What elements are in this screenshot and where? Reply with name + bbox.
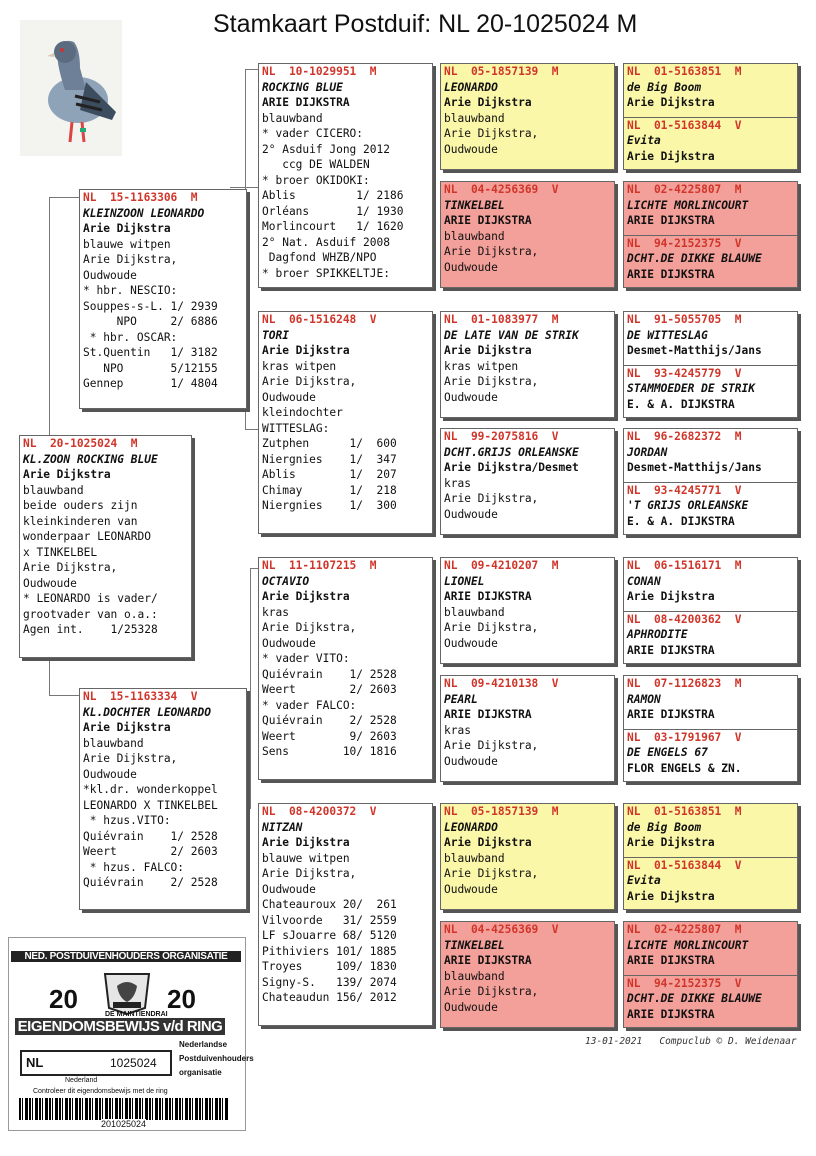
card-line: TINKELBEL: [444, 938, 505, 952]
card-line: kleinkinderen van: [23, 514, 138, 528]
card-line: Oudwoude: [444, 882, 498, 896]
card-line: Arie Dijkstra: [444, 96, 532, 109]
owner-name: FLOR ENGELS & ZN.: [627, 761, 742, 775]
ring-number: NL 01-1083977 M: [444, 313, 559, 326]
pigeon-name: DE WITTESLAG: [627, 328, 708, 342]
ring-number: 1025024: [110, 1056, 157, 1070]
pigeon-name: LICHTE MORLINCOURT: [627, 938, 749, 952]
card-line: * hzus. FALCO:: [83, 860, 185, 874]
ring-number: NL 09-4210207 M: [444, 559, 559, 572]
card-line: * vader CICERO:: [262, 127, 364, 140]
card-line: * vader VITO:: [262, 652, 350, 665]
pigeon-name: JORDAN: [627, 445, 668, 459]
card-line: Zutphen 1/ 600: [262, 437, 397, 450]
gg-grandparent-pair[interactable]: [623, 921, 798, 1028]
card-line: KL.ZOON ROCKING BLUE: [23, 452, 158, 466]
great-grandparent-card[interactable]: [440, 557, 615, 664]
ring-number: NL 01-5163844 V: [627, 858, 742, 872]
card-line: Quiévrain 2/ 2528: [262, 714, 397, 727]
card-line: LF sJouarre 68/ 5120: [262, 929, 397, 942]
card-line: * hbr. NESCIO:: [83, 284, 178, 297]
card-line: Gennep 1/ 4804: [83, 377, 218, 390]
card-line: Arie Dijkstra,: [444, 739, 539, 752]
card-line: Arie Dijkstra: [23, 468, 111, 481]
card-line: blauwe witpen: [83, 237, 171, 251]
card-line: wonderpaar LEONARDO: [23, 530, 151, 543]
dam-entry: [624, 857, 797, 910]
ring-number: NL 93-4245771 V: [627, 483, 742, 497]
ring-number: NL 91-5055705 M: [627, 313, 742, 326]
card-line: Arie Dijkstra,: [444, 867, 539, 880]
card-line: blauwband: [444, 605, 505, 619]
card-line: beide ouders zijn: [23, 499, 138, 512]
card-line: Arie Dijkstra: [444, 344, 532, 357]
card-lines: [80, 705, 246, 891]
card-lines: [259, 820, 432, 1006]
card-line: TINKELBEL: [444, 198, 505, 212]
certificate-title: EIGENDOMSBEWIJS v/d RING: [15, 1018, 225, 1035]
connector: [245, 69, 259, 430]
card-line: Orléans 1/ 1930: [262, 204, 404, 218]
card-line: Arie Dijkstra: [262, 590, 350, 603]
dam-entry: [624, 482, 797, 535]
great-grandparent-card[interactable]: [440, 63, 615, 170]
card-line: Arie Dijkstra: [262, 836, 350, 849]
great-grandparent-card[interactable]: [440, 181, 615, 288]
gg-grandparent-pair[interactable]: [623, 428, 798, 535]
great-grandparent-card[interactable]: [440, 803, 615, 910]
owner-name: Desmet-Matthijs/Jans: [627, 344, 762, 357]
card-line: Oudwoude: [444, 754, 498, 768]
pigeon-name: CONAN: [627, 574, 661, 588]
ring-number: NL 11-1107215 M: [262, 559, 377, 572]
card-line: Arie Dijkstra: [83, 222, 171, 235]
card-line: Oudwoude: [444, 507, 498, 521]
card-line: Arie Dijkstra,: [444, 985, 539, 998]
card-line: LIONEL: [444, 574, 485, 588]
card-line: kras witpen: [444, 359, 519, 373]
great-grandparent-card[interactable]: [440, 311, 615, 418]
certificate-ribbon: DE MAINTIENDRAI: [105, 1011, 168, 1018]
card-line: blauwe witpen: [262, 851, 350, 865]
sire-entry: [624, 676, 797, 729]
card-lines: [441, 80, 614, 158]
ring-number: NL 15-1163334 V: [83, 690, 198, 703]
card-line: Quiévrain 1/ 2528: [262, 667, 397, 681]
card-line: 2° Nat. Asduif 2008: [262, 235, 390, 249]
card-line: Pithiviers 101/ 1885: [262, 944, 397, 958]
card-line: * broer OKIDOKI:: [262, 173, 370, 187]
sire-entry: [624, 804, 797, 857]
card-line: kras: [444, 476, 471, 490]
card-line: Arie Dijkstra,: [23, 561, 118, 574]
card-line: Arie Dijkstra,: [444, 245, 539, 258]
card-line: Weert 2/ 2603: [262, 683, 397, 696]
check-instruction: Controleer dit eigendomsbewijs met de ring: [33, 1088, 168, 1095]
card-line: * broer SPIKKELTJE:: [262, 266, 390, 280]
ring-number: NL 96-2682372 M: [627, 430, 742, 443]
pigeon-name: DCHT.DE DIKKE BLAUWE: [627, 252, 762, 265]
card-line: kras: [444, 723, 471, 737]
card-line: Arie Dijkstra,: [262, 867, 357, 880]
mother-card[interactable]: [79, 688, 247, 910]
card-line: * vader FALCO:: [262, 698, 357, 712]
pigeon-name: Evita: [627, 134, 661, 147]
card-lines: [259, 328, 432, 514]
card-line: Oudwoude: [444, 260, 498, 274]
org-letter-n: Nederlandse: [179, 1040, 228, 1049]
ring-number: NL 08-4200372 V: [262, 805, 377, 818]
country-label: Nederland: [65, 1077, 98, 1084]
ring-number: NL 02-4225807 M: [627, 923, 742, 936]
card-lines: [441, 198, 614, 276]
ring-number: NL 08-4200362 V: [627, 612, 742, 626]
year-left: 20: [49, 984, 78, 1014]
card-line: Weert 9/ 2603: [262, 729, 397, 743]
grandparent-card[interactable]: [258, 803, 433, 1026]
card-line: x TINKELBEL: [23, 545, 98, 559]
owner-name: E. & A. DIJKSTRA: [627, 397, 735, 411]
ring-number: NL 06-1516171 M: [627, 559, 742, 572]
card-line: Weert 2/ 2603: [83, 845, 218, 858]
card-line: ARIE DIJKSTRA: [444, 708, 532, 721]
card-lines: [259, 80, 432, 282]
pigeon-name: DCHT.DE DIKKE BLAUWE: [627, 992, 762, 1005]
grandparent-card[interactable]: [258, 63, 433, 288]
owner-name: Arie Dijkstra: [627, 836, 715, 849]
card-line: DE LATE VAN DE STRIK: [444, 328, 579, 342]
card-line: Morlincourt 1/ 1620: [262, 220, 404, 233]
card-line: blauwband: [262, 111, 323, 125]
card-line: Oudwoude: [83, 767, 137, 781]
card-line: Oudwoude: [444, 142, 498, 156]
certificate-org: NED. POSTDUIVENHOUDERS ORGANISATIE: [11, 951, 241, 962]
sire-entry: [624, 182, 797, 235]
card-lines: [80, 206, 246, 392]
pigeon-name: de Big Boom: [627, 80, 702, 94]
ring-number: NL 10-1029951 M: [262, 65, 377, 78]
barcode-number: 201025024: [101, 1119, 147, 1129]
card-line: Oudwoude: [262, 390, 316, 404]
card-line: Arie Dijkstra,: [83, 752, 178, 765]
sire-entry: [624, 922, 797, 975]
owner-name: E. & A. DIJKSTRA: [627, 514, 735, 528]
card-line: Arie Dijkstra,: [83, 253, 178, 266]
card-line: Oudwoude: [444, 636, 498, 650]
footer-credit: 13-01-2021 Compuclub © D. Weidenaar: [585, 1036, 797, 1047]
card-line: ARIE DIJKSTRA: [444, 954, 532, 967]
card-lines: [441, 820, 614, 898]
card-line: LEONARDO: [444, 80, 498, 94]
father-card[interactable]: [79, 189, 247, 409]
gg-grandparent-pair[interactable]: [623, 803, 798, 910]
dam-entry: [624, 117, 797, 170]
ring-number: NL 05-1857139 M: [444, 805, 559, 818]
ring-number-box: [20, 1050, 172, 1076]
card-line: Troyes 109/ 1830: [262, 960, 397, 973]
card-line: KLEINZOON LEONARDO: [83, 206, 205, 220]
card-line: Niergnies 1/ 300: [262, 499, 397, 512]
gg-grandparent-pair[interactable]: [623, 311, 798, 418]
pigeon-name: STAMMOEDER DE STRIK: [627, 382, 755, 395]
org-letter-o: organisatie: [179, 1068, 222, 1077]
connector: [49, 197, 80, 436]
card-line: OCTAVIO: [262, 574, 310, 588]
card-line: 2° Asduif Jong 2012: [262, 142, 390, 156]
card-line: Quiévrain 2/ 2528: [83, 876, 218, 889]
card-line: blauwband: [444, 229, 505, 243]
pigeon-name: de Big Boom: [627, 820, 702, 834]
ring-number: NL 99-2075816 V: [444, 430, 559, 443]
card-line: *kl.dr. wonderkoppel: [83, 783, 218, 796]
card-line: blauwband: [83, 736, 144, 750]
connector: [245, 429, 258, 431]
card-line: KL.DOCHTER LEONARDO: [83, 705, 211, 719]
card-line: kras witpen: [262, 359, 337, 373]
card-line: Arie Dijkstra: [444, 836, 532, 849]
owner-name: Arie Dijkstra: [627, 889, 715, 903]
owner-name: ARIE DIJKSTRA: [627, 954, 715, 967]
great-grandparent-card[interactable]: [440, 675, 615, 782]
card-line: Oudwoude: [23, 576, 77, 590]
dam-entry: [624, 365, 797, 418]
sire-entry: [624, 312, 797, 365]
card-line: Arie Dijkstra/Desmet: [444, 461, 579, 474]
pigeon-name: LICHTE MORLINCOURT: [627, 198, 749, 212]
gg-grandparent-pair[interactable]: [623, 675, 798, 782]
gg-grandparent-pair[interactable]: [623, 181, 798, 288]
country-code: NL: [26, 1055, 44, 1070]
sire-entry: [624, 429, 797, 482]
grandparent-card[interactable]: [258, 557, 433, 780]
card-line: St.Quentin 1/ 3182: [83, 346, 218, 359]
owner-name: ARIE DIJKSTRA: [627, 267, 715, 281]
ring-number: NL 02-4225807 M: [627, 183, 742, 196]
pigeon-name: 'T GRIJS ORLEANSKE: [627, 499, 749, 512]
owner-name: Arie Dijkstra: [627, 590, 715, 603]
card-line: Arie Dijkstra: [83, 721, 171, 734]
card-line: Arie Dijkstra,: [262, 621, 357, 634]
dam-entry: [624, 729, 797, 782]
ring-number: NL 15-1163306 M: [83, 191, 198, 204]
pigeon-name: Evita: [627, 874, 661, 887]
card-line: blauwband: [444, 111, 505, 125]
dam-entry: [624, 611, 797, 664]
card-lines: [20, 452, 191, 638]
owner-name: ARIE DIJKSTRA: [627, 643, 715, 657]
card-line: Arie Dijkstra,: [262, 375, 357, 388]
org-letter-p: Postduivenhouders: [179, 1054, 254, 1063]
ring-number: NL 06-1516248 V: [262, 313, 377, 326]
dam-entry: [624, 975, 797, 1028]
card-line: Oudwoude: [262, 882, 316, 896]
card-line: Chateauroux 20/ 261: [262, 898, 397, 911]
card-line: * hbr. OSCAR:: [83, 330, 178, 344]
gg-grandparent-pair[interactable]: [623, 557, 798, 664]
card-line: Chimay 1/ 218: [262, 483, 397, 497]
card-line: Ablis 1/ 2186: [262, 189, 404, 202]
card-line: TORI: [262, 328, 289, 342]
ring-number: NL 05-1857139 M: [444, 65, 559, 78]
ring-number: NL 07-1126823 M: [627, 677, 742, 690]
ring-number: NL 93-4245779 V: [627, 366, 742, 380]
card-line: Ablis 1/ 207: [262, 468, 397, 481]
ring-number: NL 04-4256369 V: [444, 923, 559, 936]
card-line: blauwband: [444, 851, 505, 865]
card-lines: [441, 692, 614, 770]
grandparent-card[interactable]: [258, 311, 433, 534]
gg-grandparent-pair[interactable]: [623, 63, 798, 170]
card-line: Oudwoude: [444, 390, 498, 404]
card-line: kleindochter: [262, 406, 343, 419]
ring-number: NL 03-1791967 V: [627, 730, 742, 744]
card-line: * LEONARDO is vader/: [23, 592, 158, 605]
card-line: PEARL: [444, 692, 478, 706]
card-line: Vilvoorde 31/ 2559: [262, 913, 397, 927]
pigeon-photo: [20, 20, 122, 156]
card-line: LEONARDO: [444, 820, 498, 834]
great-grandparent-card[interactable]: [440, 921, 615, 1028]
sire-entry: [624, 64, 797, 117]
card-line: NPO 2/ 6886: [83, 315, 218, 328]
owner-name: Arie Dijkstra: [627, 96, 715, 109]
owner-name: ARIE DIJKSTRA: [627, 1007, 715, 1021]
card-line: Souppes-s-L. 1/ 2939: [83, 299, 218, 313]
ring-number: NL 04-4256369 V: [444, 183, 559, 196]
card-line: Arie Dijkstra,: [444, 375, 539, 388]
lion-emblem-icon: [99, 968, 155, 1016]
ring-number: NL 01-5163851 M: [627, 805, 742, 818]
subject-card[interactable]: [19, 435, 192, 658]
card-line: LEONARDO X TINKELBEL: [83, 798, 218, 812]
card-line: Oudwoude: [83, 268, 137, 282]
card-line: Chateaudun 156/ 2012: [262, 991, 397, 1004]
ring-number: NL 94-2152375 V: [627, 236, 742, 250]
card-line: ROCKING BLUE: [262, 80, 343, 94]
year-right: 20: [167, 984, 196, 1014]
dam-entry: [624, 235, 797, 288]
card-line: ccg DE WALDEN: [262, 158, 370, 171]
card-lines: [441, 328, 614, 406]
ring-number: NL 01-5163851 M: [627, 65, 742, 78]
great-grandparent-card[interactable]: [440, 428, 615, 535]
card-line: ARIE DIJKSTRA: [262, 96, 350, 109]
page-title: Stamkaart Postduif: NL 20-1025024 M: [213, 10, 638, 38]
ring-number: NL 01-5163844 V: [627, 118, 742, 132]
pigeon-name: APHRODITE: [627, 628, 688, 641]
ownership-certificate: [8, 937, 254, 1131]
card-lines: [441, 574, 614, 652]
card-line: blauwband: [23, 483, 84, 497]
card-line: Sens 10/ 1816: [262, 745, 397, 758]
card-line: ARIE DIJKSTRA: [444, 590, 532, 603]
card-line: Niergnies 1/ 347: [262, 452, 397, 466]
card-line: NITZAN: [262, 820, 303, 834]
card-line: Agen int. 1/25328: [23, 623, 158, 636]
sire-entry: [624, 558, 797, 611]
pigeon-name: DE ENGELS 67: [627, 746, 708, 759]
card-line: NPO 5/12155: [83, 361, 218, 375]
pigeon-name: RAMON: [627, 692, 661, 706]
card-line: * hzus.VITO:: [83, 814, 171, 827]
ring-number: NL 09-4210138 V: [444, 677, 559, 690]
card-line: Dagfond WHZB/NPO: [262, 251, 377, 264]
card-lines: [441, 445, 614, 523]
card-line: Oudwoude: [444, 1000, 498, 1014]
card-line: grootvader van o.a.:: [23, 607, 158, 621]
card-lines: [441, 938, 614, 1016]
connector: [49, 655, 80, 696]
card-line: blauwband: [444, 969, 505, 983]
card-line: Arie Dijkstra,: [444, 492, 539, 505]
card-line: Quiévrain 1/ 2528: [83, 829, 218, 843]
card-line: kras: [262, 605, 289, 619]
card-line: Arie Dijkstra: [262, 344, 350, 357]
card-line: Oudwoude: [262, 636, 316, 650]
card-line: ARIE DIJKSTRA: [444, 214, 532, 227]
card-line: Arie Dijkstra,: [444, 127, 539, 140]
owner-name: ARIE DIJKSTRA: [627, 214, 715, 227]
card-line: Arie Dijkstra,: [444, 621, 539, 634]
card-line: DCHT.GRIJS ORLEANSKE: [444, 445, 579, 459]
owner-name: ARIE DIJKSTRA: [627, 708, 715, 721]
card-line: WITTESLAG:: [262, 421, 330, 435]
owner-name: Arie Dijkstra: [627, 149, 715, 163]
barcode: [19, 1098, 229, 1120]
card-line: Signy-S. 139/ 2074: [262, 975, 397, 989]
card-lines: [259, 574, 432, 760]
ring-number: NL 94-2152375 V: [627, 976, 742, 990]
owner-name: Desmet-Matthijs/Jans: [627, 461, 762, 474]
ring-number: NL 20-1025024 M: [23, 437, 138, 450]
